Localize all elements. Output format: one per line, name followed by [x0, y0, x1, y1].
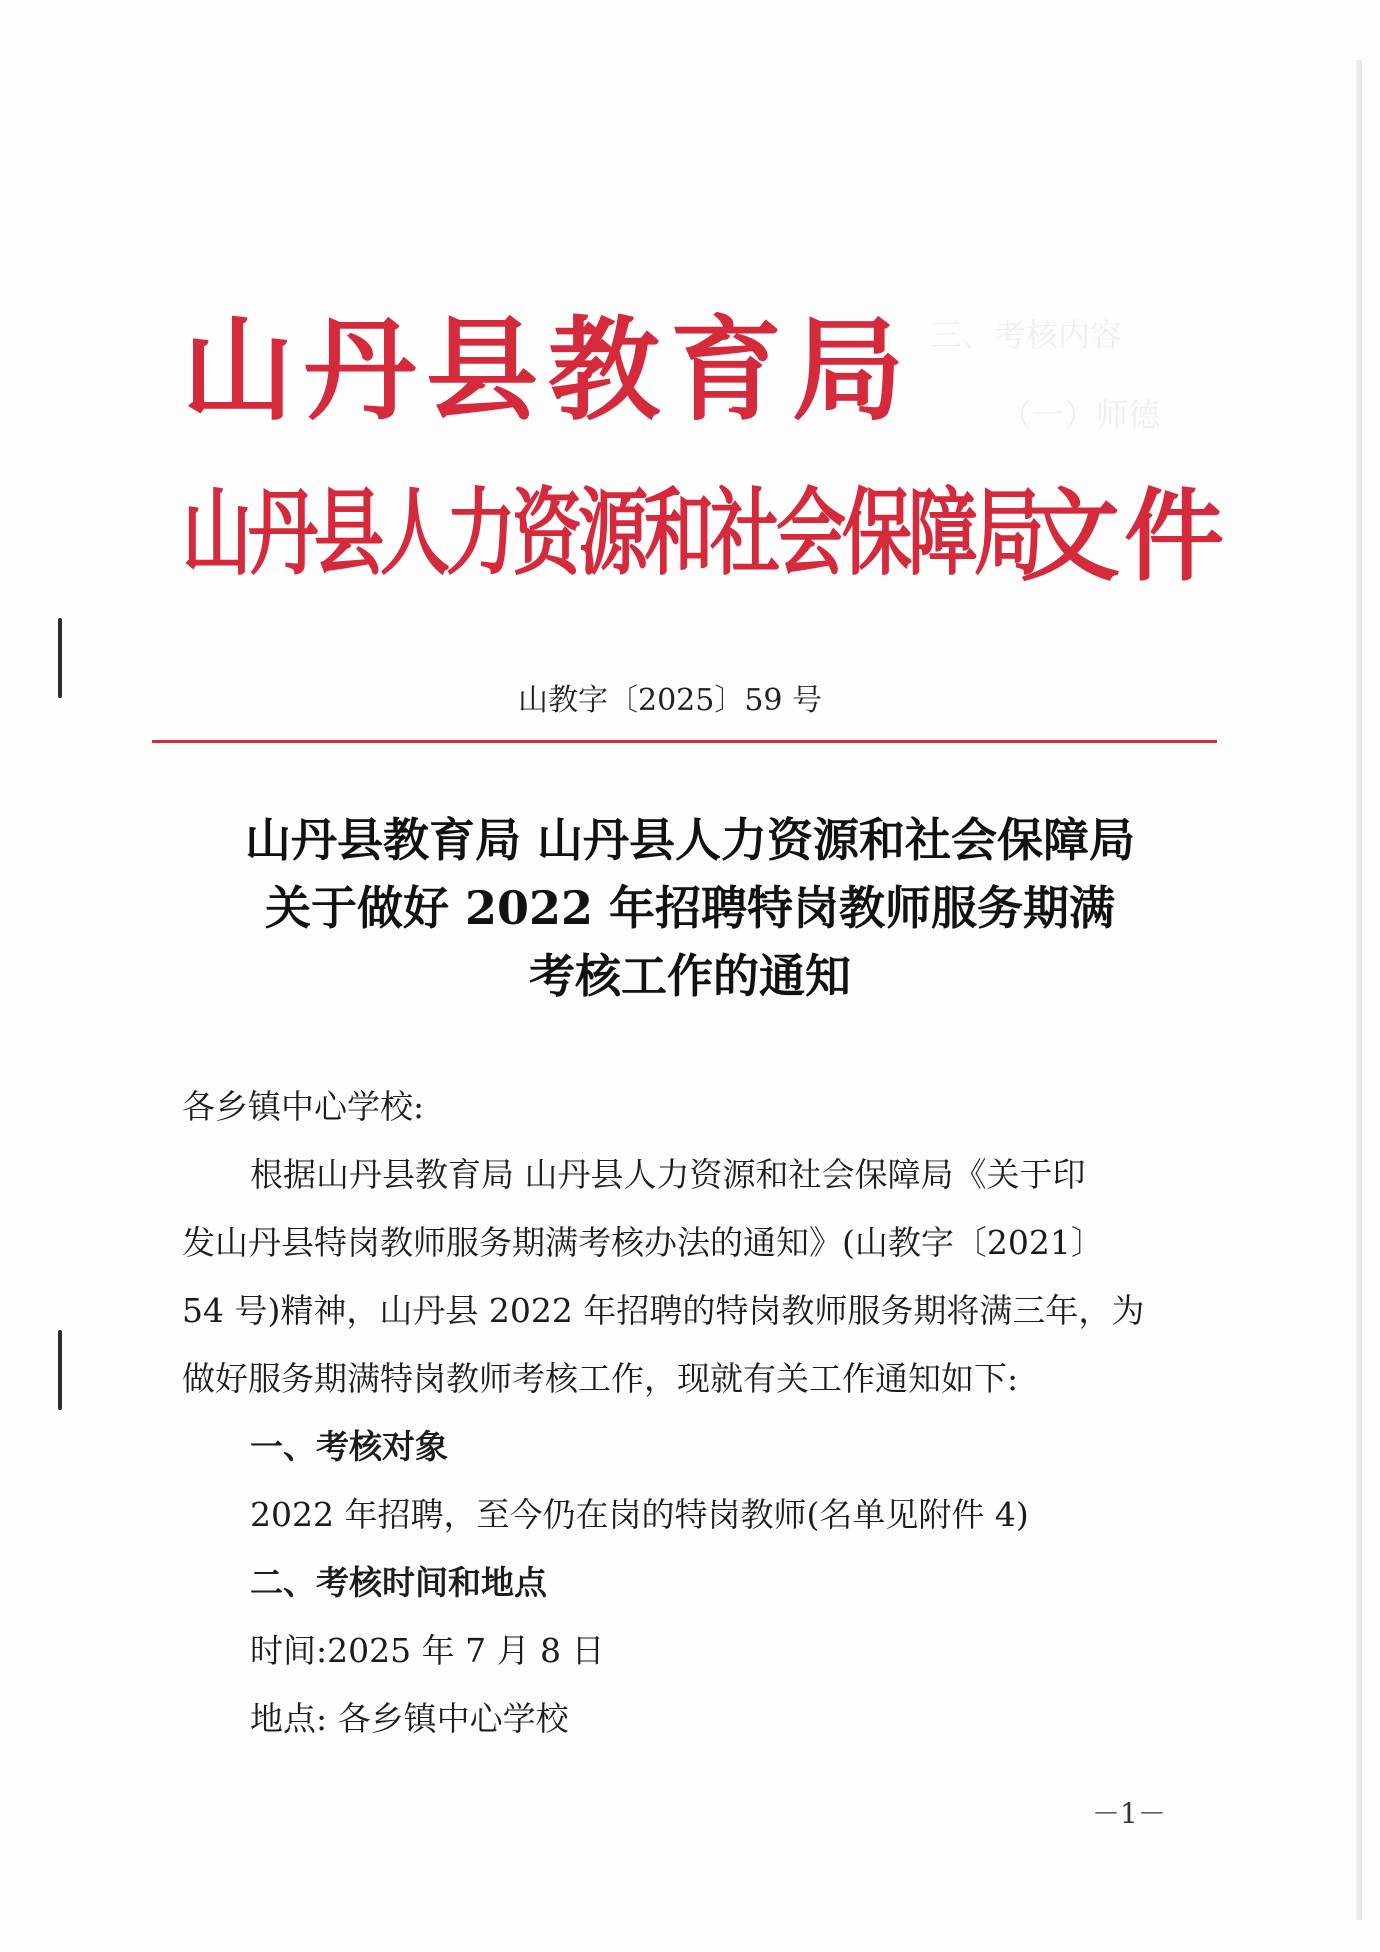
page-number: －1－ [1092, 1797, 1166, 1830]
issuer-header-suffix: 文件 [1020, 477, 1228, 595]
section2-heading: 二、考核时间和地点 [250, 1563, 547, 1602]
page-edge-shadow [1356, 60, 1362, 1920]
title-line2: 关于做好 2022 年招聘特岗教师服务期满 [264, 881, 1116, 935]
section1-heading: 一、考核对象 [250, 1427, 448, 1466]
binding-staple-bottom [58, 1330, 62, 1410]
document-number: 山教字〔2025〕59 号 [518, 683, 823, 718]
salutation: 各乡镇中心学校: [182, 1087, 425, 1126]
para1-line2: 发山丹县特岗教师服务期满考核办法的通知》(山教字〔2021〕 [182, 1223, 1104, 1262]
red-divider [152, 740, 1217, 743]
para1-line1: 根据山丹县教育局 山丹县人力资源和社会保障局《关于印 [250, 1155, 1086, 1194]
section1-text: 2022 年招聘，至今仍在岗的特岗教师(名单见附件 4) [250, 1495, 1029, 1534]
bleed-through: （一）师德 [1000, 396, 1161, 434]
title-line3: 考核工作的通知 [529, 949, 851, 1003]
para1-line4: 做好服务期满特岗教师考核工作，现就有关工作通知如下: [182, 1359, 1019, 1398]
binding-staple-top [58, 618, 62, 698]
title-line1: 山丹县教育局 山丹县人力资源和社会保障局 [244, 813, 1135, 867]
exam-place: 地点: 各乡镇中心学校 [250, 1699, 569, 1738]
issuer-header-line2: 山丹县人力资源和社会保障局 [182, 477, 1040, 589]
bleed-through: 三、考核内容 [930, 316, 1123, 354]
issuer-header-line1: 山丹县教育局 [182, 305, 914, 436]
para1-line3: 54 号)精神，山丹县 2022 年招聘的特岗教师服务期将满三年，为 [182, 1291, 1145, 1330]
exam-time: 时间:2025 年 7 月 8 日 [250, 1631, 605, 1670]
